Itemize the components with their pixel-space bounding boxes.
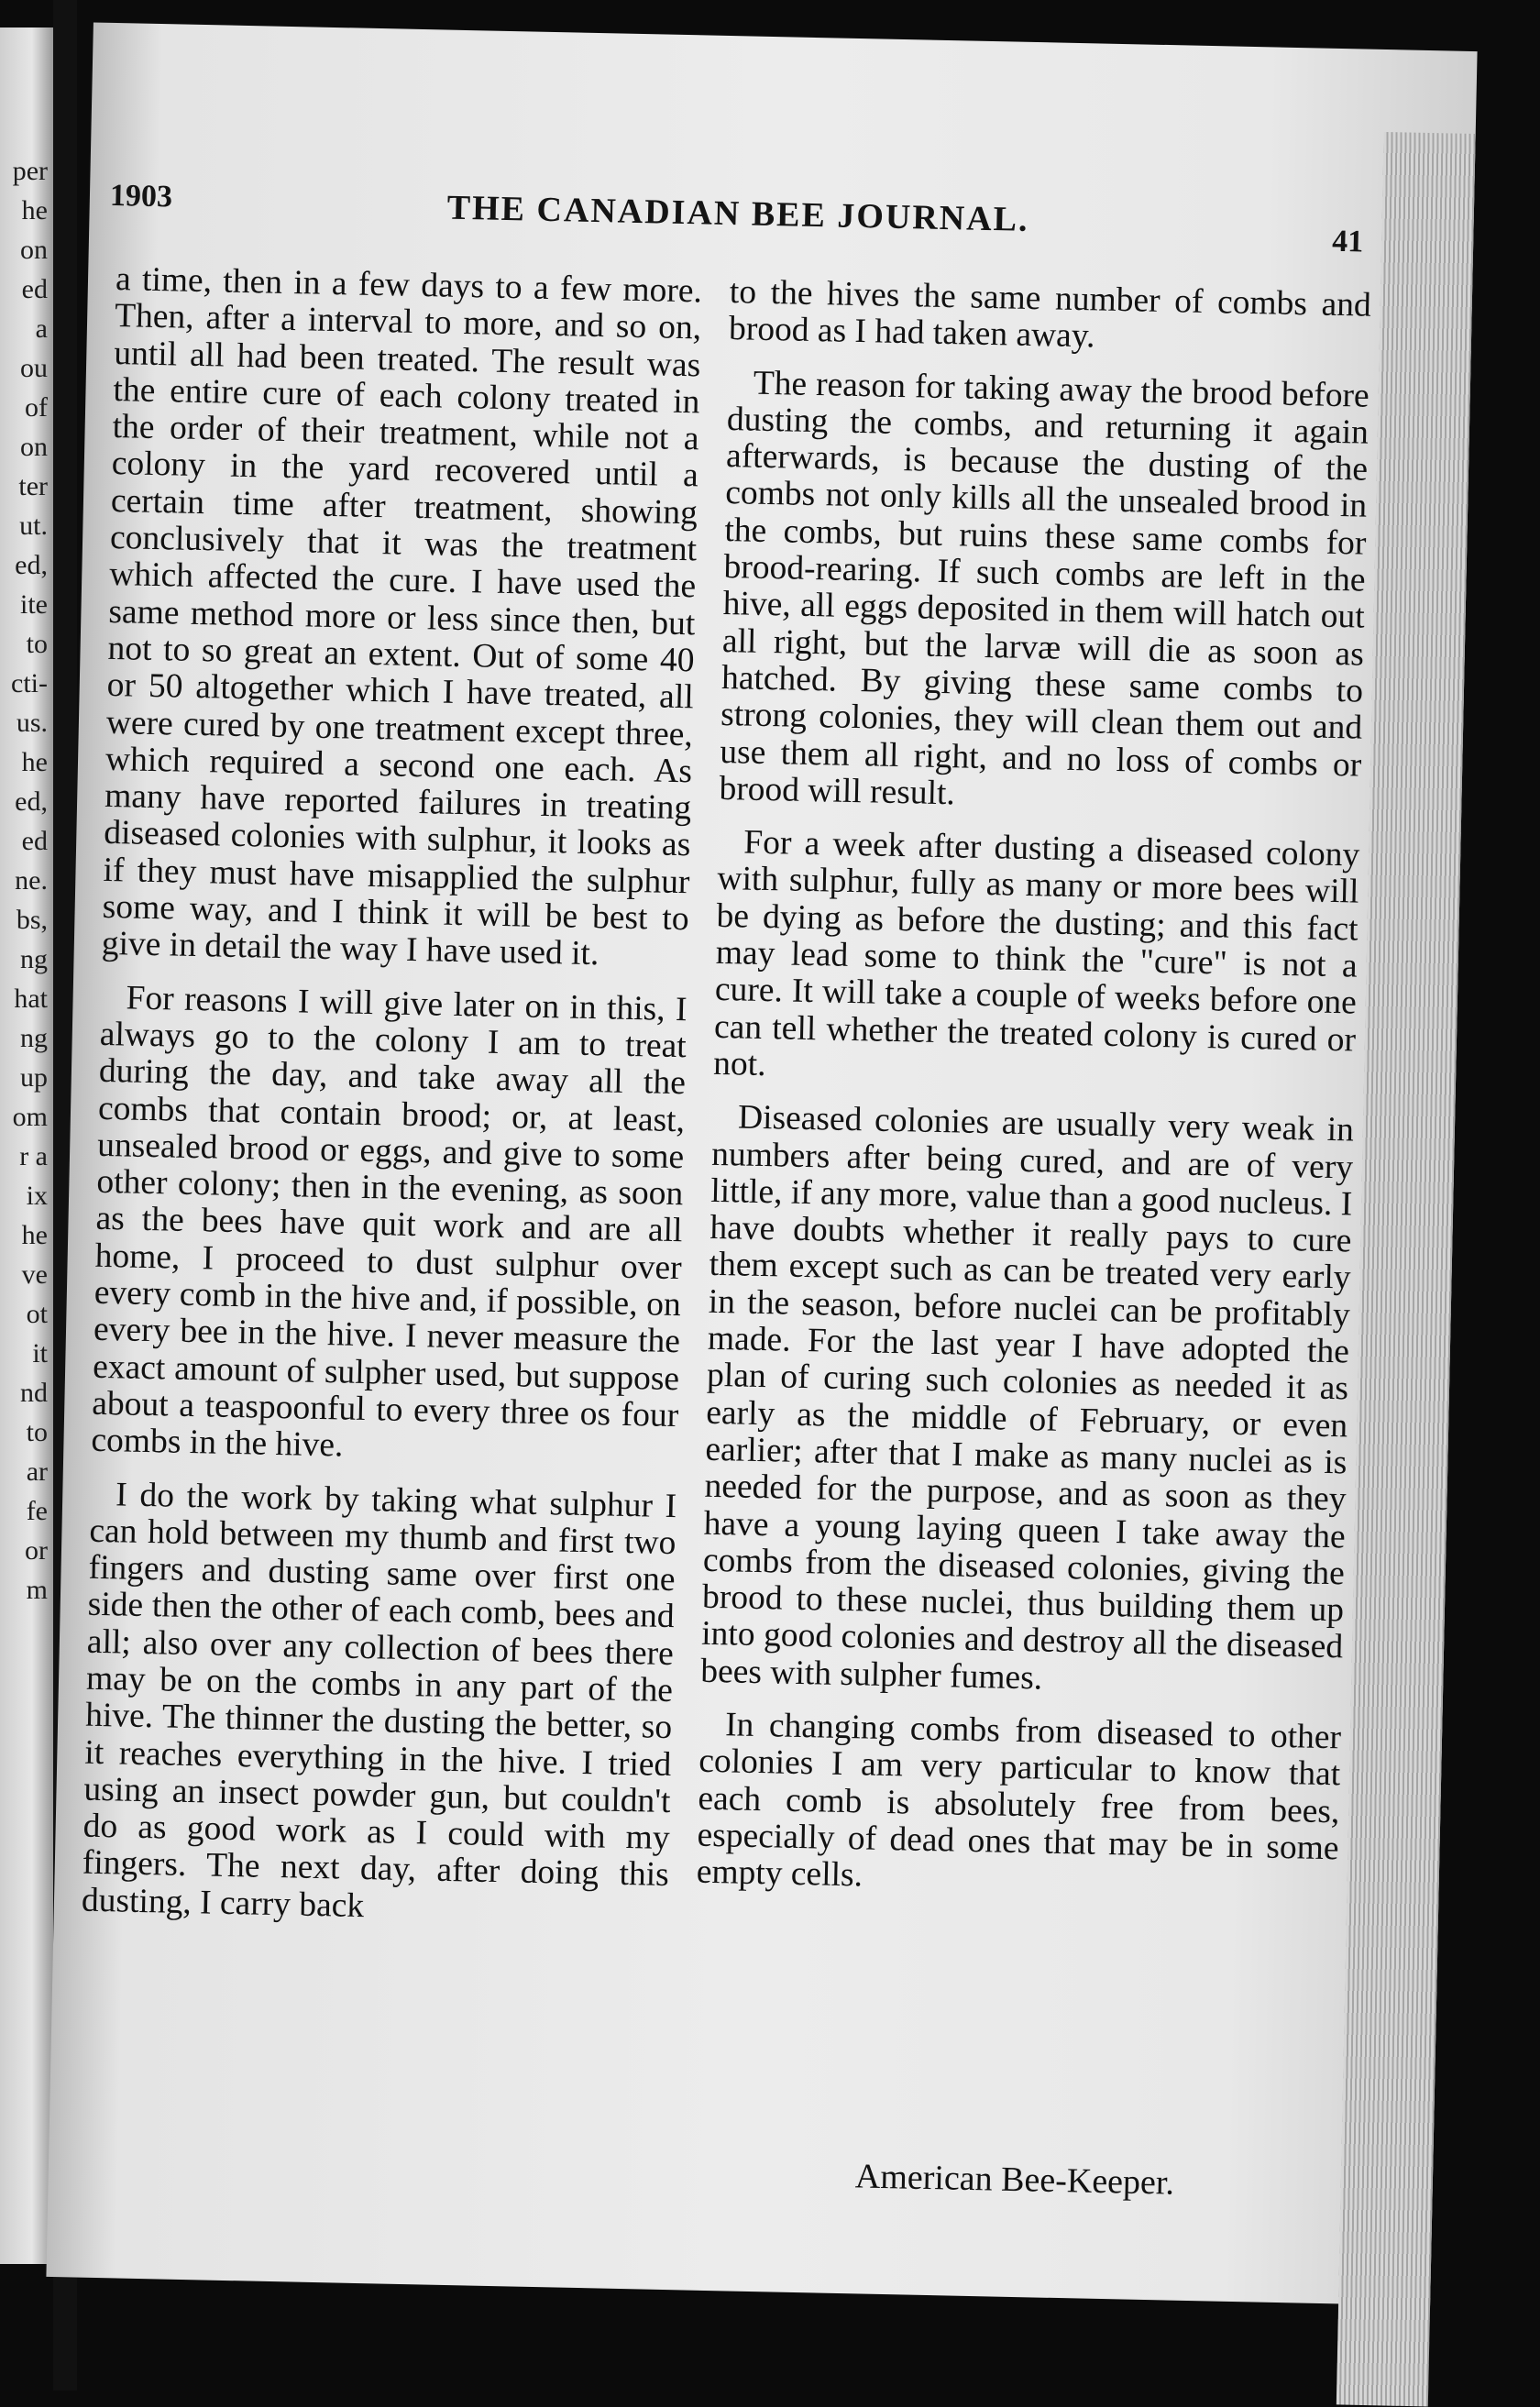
margin-fragment: to bbox=[26, 1417, 48, 1447]
margin-fragment: on bbox=[20, 432, 48, 462]
margin-fragment: he bbox=[21, 195, 48, 225]
page-header bbox=[89, 178, 1474, 262]
margin-fragment: on bbox=[20, 235, 48, 265]
right-paragraph-3: For a week after dusting a diseased colony with sulphur, fully as many or more bees will be dying as before the dusting; and this fact may lead some to think the "cure" is not a cure. It will take a couple of weeks before one can tell whether the treated colony is cured or not. bbox=[712, 823, 1360, 1084]
margin-fragment: up bbox=[20, 1062, 48, 1093]
right-column bbox=[696, 274, 1371, 1921]
left-paragraph-2: For reasons I will give later on in this, I always go to the colony I am to treat during the day, and take away all the combs that contain brood; or, at least, unsealed brood or eggs, and give to some other colony; then in the evening, as soon as the bees have quit work and are all home, I proceed to dust sulphur over every comb in the hive and, if possible, on every bee in the hive. I never measure the exact amount of sulpher used, but suppose about a teaspoonful to every three os four combs in the hive. bbox=[91, 979, 688, 1465]
margin-fragment: to bbox=[26, 629, 48, 659]
margin-fragment: ne. bbox=[15, 865, 48, 896]
margin-fragment: us. bbox=[16, 708, 48, 738]
previous-page-edge bbox=[0, 27, 53, 2264]
margin-fragment: nd bbox=[20, 1378, 48, 1408]
margin-fragment: r a bbox=[19, 1141, 48, 1171]
margin-fragment: ut. bbox=[19, 511, 48, 541]
margin-fragment: per bbox=[12, 156, 48, 186]
margin-fragment: he bbox=[21, 1220, 48, 1250]
margin-fragment: ite bbox=[20, 589, 48, 620]
margin-fragment: ed bbox=[21, 274, 48, 304]
article-source: American Bee-Keeper. bbox=[854, 2157, 1175, 2203]
right-paragraph-1: to the hives the same number of combs and brood as I had taken away. bbox=[728, 273, 1372, 356]
journal-title: THE CANADIAN BEE JOURNAL. bbox=[446, 188, 1029, 239]
margin-fragment: ed bbox=[21, 826, 48, 856]
right-paragraph-2: The reason for taking away the brood before dusting the combs, and returning it again afterwards, is because the dusting of the combs not only kills all the unsealed brood in the combs, but ruins these same combs for brood-rearing. If such combs are left in the hive, all eggs deposited in them will hatch out all right, but the larvæ will die as soon as hatched. By giving these same combs to strong colonies, they will clean them out and use them all right, and no loss of combs or brood will result. bbox=[719, 364, 1370, 813]
margin-fragment: ix bbox=[26, 1181, 48, 1211]
left-paragraph-3: I do the work by taking what sulphur I can hold between my thumb and first two fingers and dusting same over first one side then the other of each comb, bees and all; also over any collection of bees there may be on the combs in any part of the hive. The thinner the dusting the better, so it reaches everything in the hive. I tried using an insect powder gun, but couldn't do as good work as I could with my fingers. The next day, after doing this dusting, I carry back bbox=[81, 1475, 677, 1925]
right-paragraph-5: In changing combs from diseased to other colonies I am very particular to know that each comb is absolutely free from bees, especially of dead ones that may be in some empty cells. bbox=[696, 1706, 1342, 1895]
margin-fragment: m bbox=[26, 1575, 48, 1605]
journal-page bbox=[46, 22, 1477, 2305]
margin-fragment: of bbox=[25, 392, 48, 423]
margin-fragment: he bbox=[21, 747, 48, 777]
margin-fragment: fe bbox=[26, 1496, 48, 1526]
margin-fragment: ar bbox=[26, 1456, 48, 1487]
margin-fragment: cti- bbox=[11, 668, 48, 698]
margin-fragment: ot bbox=[26, 1299, 48, 1329]
margin-fragment: ng bbox=[20, 1023, 48, 1053]
page-number: 41 bbox=[1331, 224, 1364, 259]
left-paragraph-1: a time, then in a few days to a few more. Then, after a interval to more, and so on, until all had been treated. The result was the entire cure of each colony treated in the order of their treatment, while not a colony in the yard recovered until a certain time after treatment, showing conclusively that it was the treatment which affected the cure. I have used the same method more or less since then, but not to so great an extent. Out of some 40 or 50 altogether which I have treated, all were cured by one treatment except three, which required a second one each. As many have reported failures in treating diseased colonies with sulphur, it looks as if they must have misapplied the sulphur some way, and I think it will be best to give in detail the way I have used it. bbox=[101, 260, 703, 973]
margin-fragment: ve bbox=[21, 1259, 48, 1290]
margin-fragment: or bbox=[25, 1535, 48, 1566]
margin-fragment: bs, bbox=[16, 905, 48, 935]
margin-fragment: it bbox=[32, 1338, 48, 1368]
header-year: 1903 bbox=[109, 178, 173, 214]
margin-fragment: hat bbox=[14, 984, 48, 1014]
margin-fragment: ng bbox=[20, 944, 48, 974]
left-column bbox=[53, 260, 702, 1948]
margin-fragment: ed, bbox=[15, 786, 48, 817]
margin-fragment: a bbox=[35, 313, 48, 344]
margin-fragment: ou bbox=[20, 353, 48, 383]
margin-fragment: ter bbox=[18, 471, 48, 501]
right-paragraph-4: Diseased colonies are usually very weak in numbers after being cured, and are of very little, if any more, value than a good nucleus. I have doubts whether it really pays to cure them except such as can be treated very early in the season, before nuclei can be profitably made. For the last year I have adopted the plan of curing such colonies as needed it as early as the middle of February, or even earlier; after that I make as many nuclei as is needed for the purpose, and as soon as they have a young laying queen I take away the combs from the diseased colonies, giving the brood to these nuclei, thus building them up into good colonies and destroy all the diseased bees with sulpher fumes. bbox=[699, 1098, 1355, 1698]
margin-fragment: om bbox=[12, 1102, 48, 1132]
margin-fragment: ed, bbox=[15, 550, 48, 580]
